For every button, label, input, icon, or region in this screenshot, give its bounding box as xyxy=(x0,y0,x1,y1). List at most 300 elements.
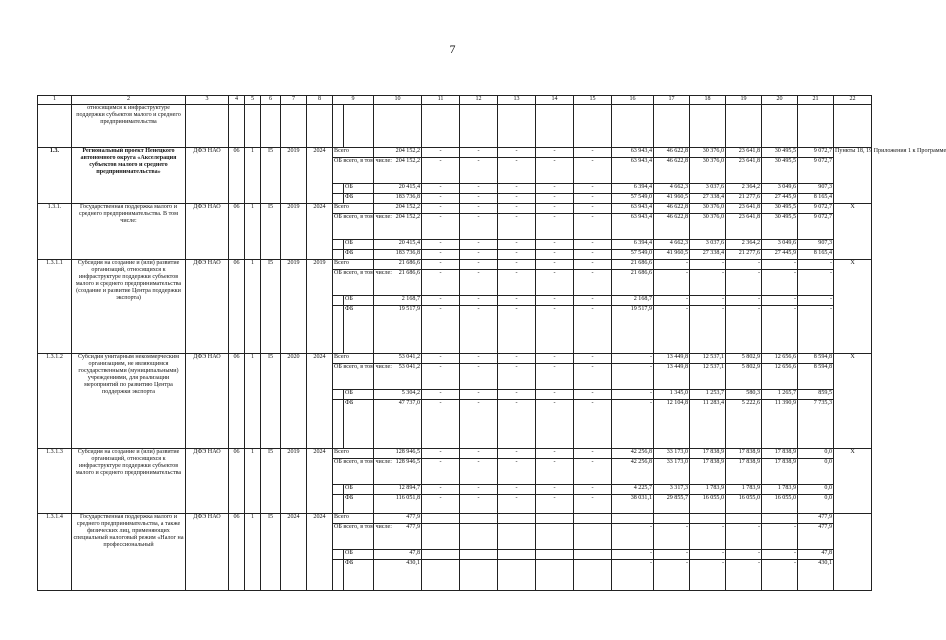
table-row xyxy=(38,148,872,158)
year-value: - xyxy=(798,296,834,306)
year-value: 30 495,5 xyxy=(762,148,798,158)
year-value: - xyxy=(612,390,654,400)
funding-source: Всего xyxy=(333,514,374,524)
empty-cell xyxy=(281,105,307,148)
dash-value xyxy=(460,560,498,591)
year-value: - xyxy=(798,306,834,354)
row-id: 1.3.1.1 xyxy=(38,260,72,354)
year-value: 5 802,9 xyxy=(726,364,762,390)
total-value: 47,8 xyxy=(374,550,422,560)
year-value: - xyxy=(690,560,726,591)
total-value: 5 304,2 xyxy=(374,390,422,400)
source-indent xyxy=(333,495,344,514)
year-value: - xyxy=(690,296,726,306)
dash-value: - xyxy=(460,400,498,449)
empty-cell xyxy=(245,105,261,148)
year-value: 46 622,8 xyxy=(654,148,690,158)
year-value: 63 943,4 xyxy=(612,158,654,184)
dash-value: - xyxy=(498,354,536,364)
table-row xyxy=(38,449,872,459)
year-value: 13 449,8 xyxy=(654,354,690,364)
dash-value: - xyxy=(460,296,498,306)
column-number: 22 xyxy=(834,96,872,105)
year-value: 38 031,1 xyxy=(612,495,654,514)
column-number: 20 xyxy=(762,96,798,105)
row-id xyxy=(38,105,72,148)
empty-cell xyxy=(574,105,612,148)
year-value: - xyxy=(654,560,690,591)
note-cell: Х xyxy=(834,260,872,354)
total-value: 204 152,2 xyxy=(374,204,422,214)
funding-source: ОБ всего, в том числе: xyxy=(333,524,374,550)
code-col-5: 1 xyxy=(245,148,261,204)
source-indent xyxy=(333,485,344,495)
dash-value: - xyxy=(460,184,498,194)
total-value: 430,1 xyxy=(374,560,422,591)
item-name: Субсидия на создание и (или) развитие организаций, относящихся к инфраструктуре поддержки субъектов малого и среднего предпринимательства (создание и развитие Центра поддержки экспорта) xyxy=(72,260,186,354)
year-value: 3 049,6 xyxy=(762,184,798,194)
column-number: 14 xyxy=(536,96,574,105)
year-value: 30 376,0 xyxy=(690,214,726,240)
dash-value: - xyxy=(498,214,536,240)
code-col-5: 1 xyxy=(245,514,261,591)
total-value: 19 517,9 xyxy=(374,306,422,354)
dash-value: - xyxy=(574,148,612,158)
item-name: Субсидия на создание и (или) развитие организаций, относящихся к инфраструктуре поддержки субъектов малого и среднего предпринимательства xyxy=(72,449,186,514)
column-number: 21 xyxy=(798,96,834,105)
total-value: 12 894,7 xyxy=(374,485,422,495)
item-name: Субсидия унитарным некоммерческим организациям, не являющимся государственными (муниципальными) учреждениями, для реализации мероприятий по развитию Центра поддержки экспорта xyxy=(72,354,186,449)
year-value: 1 783,9 xyxy=(762,485,798,495)
dash-value: - xyxy=(498,296,536,306)
funding-source: ОБ всего, в том числе: xyxy=(333,214,374,240)
total-value: 477,9 xyxy=(374,514,422,524)
dash-value: - xyxy=(460,214,498,240)
funding-source: ОБ всего, в том числе: xyxy=(333,158,374,184)
dash-value: - xyxy=(574,296,612,306)
dash-value: - xyxy=(498,485,536,495)
dash-value: - xyxy=(536,158,574,184)
year-value: 1 345,0 xyxy=(654,390,690,400)
row-id: 1.3. xyxy=(38,148,72,204)
column-number: 8 xyxy=(307,96,333,105)
executor: ДФЭ НАО xyxy=(186,514,229,591)
year-value: 907,3 xyxy=(798,184,834,194)
code-col-5: 1 xyxy=(245,204,261,260)
dash-value: - xyxy=(498,306,536,354)
year-value: 33 173,0 xyxy=(654,459,690,485)
year-value: 8 594,8 xyxy=(798,354,834,364)
year-value: 42 256,8 xyxy=(612,449,654,459)
year-value: 63 943,4 xyxy=(612,214,654,240)
dash-value: - xyxy=(422,390,460,400)
total-value: 204 152,2 xyxy=(374,158,422,184)
year-value: 46 622,8 xyxy=(654,204,690,214)
funding-source: ОБ всего, в том числе: xyxy=(333,459,374,485)
dash-value: - xyxy=(498,459,536,485)
funding-source: ФБ xyxy=(344,400,374,449)
dash-value: - xyxy=(460,459,498,485)
table-row xyxy=(38,204,872,214)
dash-value: - xyxy=(574,495,612,514)
year-value: - xyxy=(612,560,654,591)
year-value: 12 104,8 xyxy=(654,400,690,449)
column-number: 17 xyxy=(654,96,690,105)
year-value: 2 364,2 xyxy=(726,184,762,194)
dash-value xyxy=(422,560,460,591)
page-number: 7 xyxy=(449,42,456,56)
year-value: 0,0 xyxy=(798,449,834,459)
funding-source: ФБ xyxy=(344,250,374,260)
year-value: - xyxy=(762,524,798,550)
year-value: 30 495,5 xyxy=(762,214,798,240)
dash-value xyxy=(460,524,498,550)
dash-value: - xyxy=(574,158,612,184)
total-value: 204 152,2 xyxy=(374,148,422,158)
dash-value: - xyxy=(536,194,574,204)
year-value: 0,0 xyxy=(798,495,834,514)
year-value: 3 049,6 xyxy=(762,240,798,250)
dash-value: - xyxy=(422,148,460,158)
total-value: 53 041,2 xyxy=(374,364,422,390)
dash-value: - xyxy=(536,296,574,306)
year-value: - xyxy=(612,400,654,449)
dash-value: - xyxy=(574,184,612,194)
row-id: 1.3.1.4 xyxy=(38,514,72,591)
empty-cell xyxy=(422,105,460,148)
year-value: 9 072,7 xyxy=(798,214,834,240)
start-year: 2024 xyxy=(281,514,307,591)
code-col-6: I5 xyxy=(261,514,281,591)
year-value: 12 537,1 xyxy=(690,354,726,364)
dash-value: - xyxy=(460,260,498,270)
year-value: - xyxy=(762,550,798,560)
year-value: 430,1 xyxy=(798,560,834,591)
column-number: 7 xyxy=(281,96,307,105)
column-number: 3 xyxy=(186,96,229,105)
year-value: 6 394,4 xyxy=(612,240,654,250)
code-col-5: 1 xyxy=(245,260,261,354)
dash-value xyxy=(536,560,574,591)
year-value: 0,0 xyxy=(798,459,834,485)
year-value: 30 376,0 xyxy=(690,148,726,158)
dash-value: - xyxy=(422,296,460,306)
dash-value xyxy=(574,514,612,524)
year-value xyxy=(726,514,762,524)
note-cell: Х xyxy=(834,204,872,260)
total-value: 53 041,2 xyxy=(374,354,422,364)
funding-source: ФБ xyxy=(344,306,374,354)
empty-cell xyxy=(229,105,245,148)
funding-source: ОБ xyxy=(344,184,374,194)
dash-value: - xyxy=(422,194,460,204)
dash-value: - xyxy=(574,250,612,260)
year-value xyxy=(762,514,798,524)
table-row xyxy=(38,354,872,364)
dash-value: - xyxy=(422,306,460,354)
code-col-6: I5 xyxy=(261,260,281,354)
year-value: 907,3 xyxy=(798,240,834,250)
year-value: - xyxy=(726,560,762,591)
total-value: 477,9 xyxy=(374,524,422,550)
year-value: 27 338,4 xyxy=(690,194,726,204)
dash-value: - xyxy=(460,306,498,354)
start-year: 2019 xyxy=(281,148,307,204)
funding-source: Всего xyxy=(333,148,374,158)
dash-value: - xyxy=(498,364,536,390)
dash-value: - xyxy=(536,240,574,250)
note-cell: Х xyxy=(834,354,872,449)
dash-value xyxy=(536,514,574,524)
column-number: 1 xyxy=(38,96,72,105)
start-year: 2020 xyxy=(281,354,307,449)
end-year: 2024 xyxy=(307,449,333,514)
start-year: 2019 xyxy=(281,260,307,354)
code-col-4: 06 xyxy=(229,148,245,204)
year-value: 17 838,9 xyxy=(726,449,762,459)
funding-source: ФБ xyxy=(344,194,374,204)
column-number: 13 xyxy=(498,96,536,105)
year-value: 17 838,9 xyxy=(762,449,798,459)
executor: ДФЭ НАО xyxy=(186,260,229,354)
year-value: 33 173,0 xyxy=(654,449,690,459)
dash-value xyxy=(422,550,460,560)
year-value: 16 055,0 xyxy=(726,495,762,514)
year-value: 9 072,7 xyxy=(798,204,834,214)
dash-value: - xyxy=(498,148,536,158)
executor: ДФЭ НАО xyxy=(186,204,229,260)
dash-value: - xyxy=(460,354,498,364)
dash-value: - xyxy=(536,214,574,240)
year-value: - xyxy=(690,524,726,550)
column-number: 4 xyxy=(229,96,245,105)
dash-value: - xyxy=(574,354,612,364)
dash-value: - xyxy=(536,485,574,495)
dash-value: - xyxy=(498,240,536,250)
year-value: 9 072,7 xyxy=(798,158,834,184)
year-value xyxy=(654,514,690,524)
dash-value: - xyxy=(498,390,536,400)
total-value: 20 415,4 xyxy=(374,240,422,250)
year-value: 30 495,5 xyxy=(762,204,798,214)
dash-value: - xyxy=(574,214,612,240)
dash-value: - xyxy=(422,485,460,495)
year-value: 21 686,6 xyxy=(612,270,654,296)
year-value: 3 037,6 xyxy=(690,184,726,194)
year-value: 41 960,5 xyxy=(654,194,690,204)
column-number: 19 xyxy=(726,96,762,105)
dash-value xyxy=(536,524,574,550)
year-value: - xyxy=(762,296,798,306)
funding-source: ОБ всего, в том числе: xyxy=(333,364,374,390)
dash-value: - xyxy=(574,400,612,449)
dash-value xyxy=(422,524,460,550)
year-value: 16 055,0 xyxy=(762,495,798,514)
source-indent xyxy=(333,194,344,204)
year-value: 23 641,8 xyxy=(726,158,762,184)
year-value: 3 037,6 xyxy=(690,240,726,250)
funding-source: ОБ xyxy=(344,485,374,495)
dash-value: - xyxy=(422,250,460,260)
year-value: - xyxy=(762,260,798,270)
year-value: 27 445,9 xyxy=(762,250,798,260)
year-value: 8 165,4 xyxy=(798,250,834,260)
dash-value: - xyxy=(422,400,460,449)
dash-value: - xyxy=(536,270,574,296)
column-number: 11 xyxy=(422,96,460,105)
year-value: 30 495,5 xyxy=(762,158,798,184)
year-value: - xyxy=(654,260,690,270)
year-value: 27 338,4 xyxy=(690,250,726,260)
total-value: 20 415,4 xyxy=(374,184,422,194)
funding-source: ОБ всего, в том числе: xyxy=(333,270,374,296)
year-value xyxy=(690,514,726,524)
row-id: 1.3.1.2 xyxy=(38,354,72,449)
dash-value xyxy=(422,514,460,524)
year-value: 63 943,4 xyxy=(612,204,654,214)
empty-cell xyxy=(374,105,422,148)
dash-value: - xyxy=(574,306,612,354)
total-value: 2 168,7 xyxy=(374,296,422,306)
source-indent xyxy=(333,390,344,400)
dash-value: - xyxy=(460,204,498,214)
dash-value: - xyxy=(574,204,612,214)
dash-value xyxy=(460,514,498,524)
total-value: 204 152,2 xyxy=(374,214,422,240)
executor: ДФЭ НАО xyxy=(186,354,229,449)
year-value: 17 838,9 xyxy=(690,449,726,459)
year-value: 63 943,4 xyxy=(612,148,654,158)
empty-cell xyxy=(798,105,834,148)
year-value: - xyxy=(654,306,690,354)
dash-value: - xyxy=(422,449,460,459)
total-value: 21 686,6 xyxy=(374,260,422,270)
year-value: - xyxy=(798,260,834,270)
year-value: 477,9 xyxy=(798,514,834,524)
total-value: 47 737,0 xyxy=(374,400,422,449)
year-value: 3 317,3 xyxy=(654,485,690,495)
dash-value: - xyxy=(574,240,612,250)
dash-value: - xyxy=(536,260,574,270)
dash-value: - xyxy=(460,495,498,514)
dash-value: - xyxy=(498,194,536,204)
dash-value: - xyxy=(536,250,574,260)
funding-source: Всего xyxy=(333,449,374,459)
code-col-4: 06 xyxy=(229,514,245,591)
start-year: 2019 xyxy=(281,204,307,260)
year-value: - xyxy=(726,296,762,306)
dash-value: - xyxy=(498,449,536,459)
dash-value: - xyxy=(460,250,498,260)
dash-value xyxy=(460,550,498,560)
code-col-4: 06 xyxy=(229,354,245,449)
year-value: 8 165,4 xyxy=(798,194,834,204)
column-number: 16 xyxy=(612,96,654,105)
year-value: 12 656,6 xyxy=(762,364,798,390)
year-value: 5 222,6 xyxy=(726,400,762,449)
column-number: 9 xyxy=(333,96,374,105)
dash-value: - xyxy=(536,306,574,354)
year-value: 19 517,9 xyxy=(612,306,654,354)
year-value: 11 390,9 xyxy=(762,400,798,449)
dash-value: - xyxy=(536,204,574,214)
total-value: 116 051,8 xyxy=(374,495,422,514)
year-value: 2 168,7 xyxy=(612,296,654,306)
code-col-5: 1 xyxy=(245,449,261,514)
year-value: 21 686,6 xyxy=(612,260,654,270)
note-cell: Пункты 18, 19 Приложения 1 к Программе xyxy=(834,148,872,204)
item-name: Региональный проект Ненецкого автономного округа «Акселерация субъектов малого и среднего предпринимательства» xyxy=(72,148,186,204)
funding-source: Всего xyxy=(333,354,374,364)
year-value: 12 537,1 xyxy=(690,364,726,390)
dash-value: - xyxy=(422,240,460,250)
funding-source: Всего xyxy=(333,260,374,270)
year-value: 23 641,8 xyxy=(726,148,762,158)
dash-value xyxy=(574,550,612,560)
source-indent xyxy=(333,296,344,306)
column-number: 6 xyxy=(261,96,281,105)
dash-value: - xyxy=(536,495,574,514)
empty-cell xyxy=(186,105,229,148)
dash-value: - xyxy=(422,204,460,214)
year-value: 27 445,9 xyxy=(762,194,798,204)
year-value: 1 265,7 xyxy=(762,390,798,400)
dash-value: - xyxy=(536,390,574,400)
end-year: 2024 xyxy=(307,514,333,591)
empty-cell xyxy=(834,105,872,148)
year-value: 57 549,0 xyxy=(612,250,654,260)
dash-value: - xyxy=(422,459,460,485)
year-value: 47,8 xyxy=(798,550,834,560)
dash-value: - xyxy=(574,459,612,485)
end-year: 2024 xyxy=(307,148,333,204)
dash-value: - xyxy=(498,204,536,214)
year-value: - xyxy=(690,550,726,560)
code-col-5: 1 xyxy=(245,354,261,449)
source-indent xyxy=(333,560,344,591)
column-number: 18 xyxy=(690,96,726,105)
dash-value: - xyxy=(422,354,460,364)
year-value: 477,9 xyxy=(798,524,834,550)
year-value: 16 055,0 xyxy=(690,495,726,514)
dash-value: - xyxy=(422,495,460,514)
dash-value: - xyxy=(460,270,498,296)
item-name: относящимся к инфраструктуре поддержки субъектов малого и среднего предпринимательства xyxy=(72,105,186,148)
dash-value: - xyxy=(422,270,460,296)
year-value: - xyxy=(612,354,654,364)
source-indent xyxy=(333,240,344,250)
year-value: - xyxy=(798,270,834,296)
year-value: 11 283,4 xyxy=(690,400,726,449)
row-id: 1.3.1. xyxy=(38,204,72,260)
year-value: 4 662,3 xyxy=(654,184,690,194)
dash-value: - xyxy=(498,270,536,296)
funding-source: ОБ xyxy=(344,550,374,560)
year-value: - xyxy=(690,306,726,354)
dash-value: - xyxy=(536,449,574,459)
source-indent xyxy=(333,250,344,260)
year-value: 29 855,7 xyxy=(654,495,690,514)
dash-value: - xyxy=(460,364,498,390)
dash-value: - xyxy=(422,158,460,184)
dash-value xyxy=(574,524,612,550)
dash-value: - xyxy=(498,260,536,270)
year-value: 1 783,9 xyxy=(726,485,762,495)
year-value: - xyxy=(690,270,726,296)
year-value: 46 622,8 xyxy=(654,214,690,240)
code-col-6: I5 xyxy=(261,148,281,204)
dash-value xyxy=(498,550,536,560)
